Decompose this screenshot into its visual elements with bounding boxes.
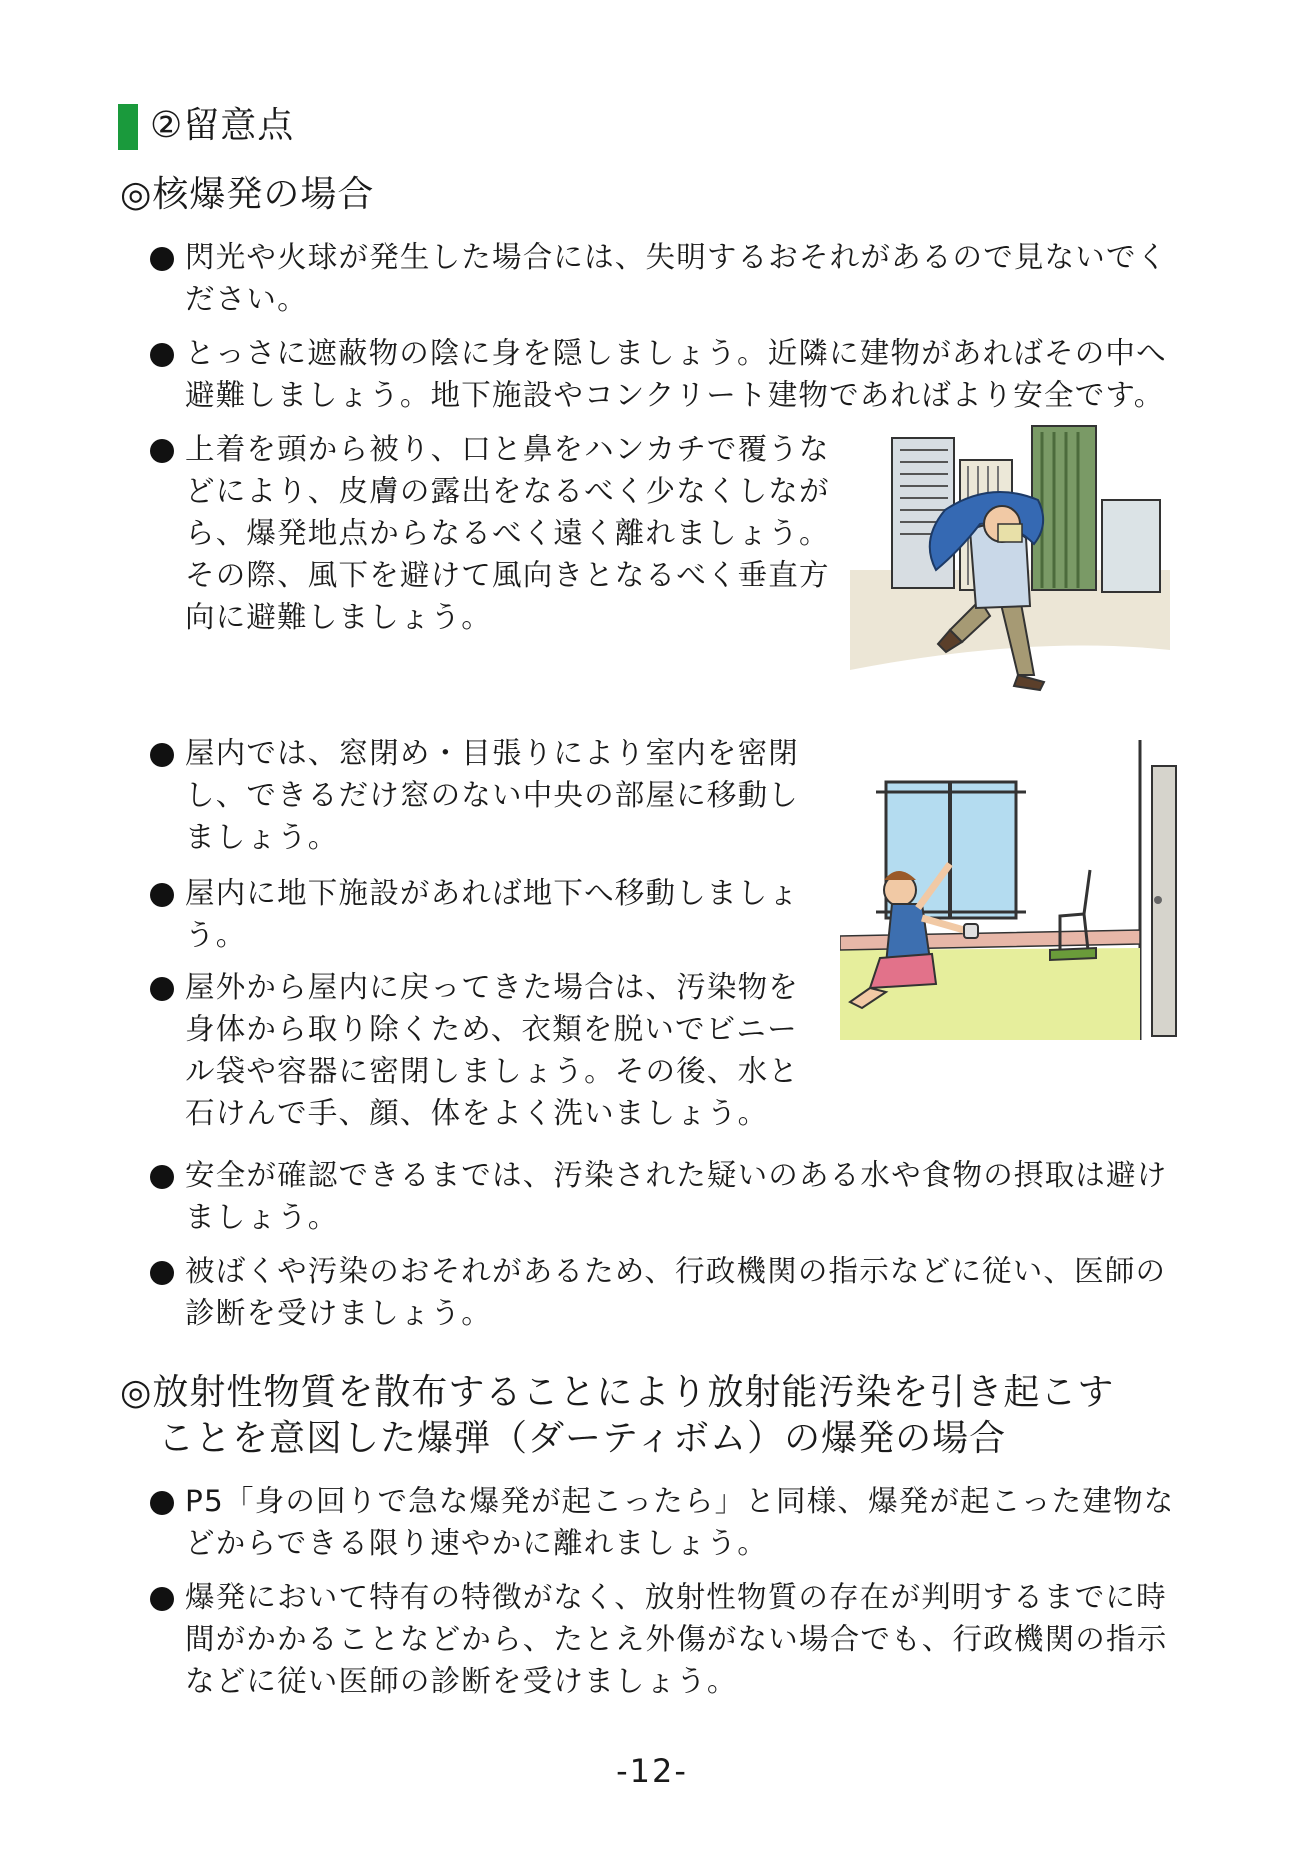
list-item: 屋内では、窓閉め・目張りにより室内を密閉し、できるだけ窓のない中央の部屋に移動しましょう。 xyxy=(150,732,815,858)
section-title: ②留意点 xyxy=(150,105,295,146)
bullet-icon xyxy=(150,883,174,907)
list-item: 上着を頭から被り、口と鼻をハンカチで覆うなどにより、皮膚の露出をなるべく少なくしながら、爆発地点からなるべく遠く離れましょう。その際、風下を避けて風向きとなるべく垂直方向に避難しましょう。 xyxy=(150,428,830,638)
sealing-window-illustration xyxy=(840,740,1180,1040)
bullet-icon xyxy=(150,247,174,271)
dirty-bomb-heading: ◎放射性物質を散布することにより放射能汚染を引き起こす ことを意図した爆弾（ダーティボム）の爆発の場合 xyxy=(120,1372,1115,1459)
list-item: P5「身の回りで急な爆発が起こったら」と同様、爆発が起こった建物などからできる限り速やかに離れましょう。 xyxy=(150,1480,1190,1564)
bullet-icon xyxy=(150,1587,174,1611)
bullet-icon xyxy=(150,1261,174,1285)
bullet-icon xyxy=(150,439,174,463)
list-item: 屋内に地下施設があれば地下へ移動しましょう。 xyxy=(150,872,815,956)
list-item: 爆発において特有の特徴がなく、放射性物質の存在が判明するまでに時間がかかることなどから、たとえ外傷がない場合でも、行政機関の指示などに従い医師の診断を受けましょう。 xyxy=(150,1576,1190,1702)
list-item: 屋外から屋内に戻ってきた場合は、汚染物を身体から取り除くため、衣類を脱いでビニール袋や容器に密閉しましょう。その後、水と石けんで手、顔、体をよく洗いましょう。 xyxy=(150,966,815,1134)
bullet-icon xyxy=(150,1165,174,1189)
bullet-icon xyxy=(150,1491,174,1515)
bullet-icon xyxy=(150,343,174,367)
page-number: -12- xyxy=(616,1752,688,1790)
list-item: 閃光や火球が発生した場合には、失明するおそれがあるので見ないでください。 xyxy=(150,236,1190,320)
section-marker xyxy=(118,104,138,150)
bullet-icon xyxy=(150,977,174,1001)
list-item: 被ばくや汚染のおそれがあるため、行政機関の指示などに従い、医師の診断を受けましょう。 xyxy=(150,1250,1190,1334)
list-item: とっさに遮蔽物の陰に身を隠しましょう。近隣に建物があればその中へ避難しましょう。地下施設やコンクリート建物であればより安全です。 xyxy=(150,332,1190,416)
list-item: 安全が確認できるまでは、汚染された疑いのある水や食物の摂取は避けましょう。 xyxy=(150,1154,1190,1238)
evacuation-illustration xyxy=(850,420,1170,730)
nuclear-heading: ◎核爆発の場合 xyxy=(120,174,375,215)
bullet-icon xyxy=(150,743,174,767)
